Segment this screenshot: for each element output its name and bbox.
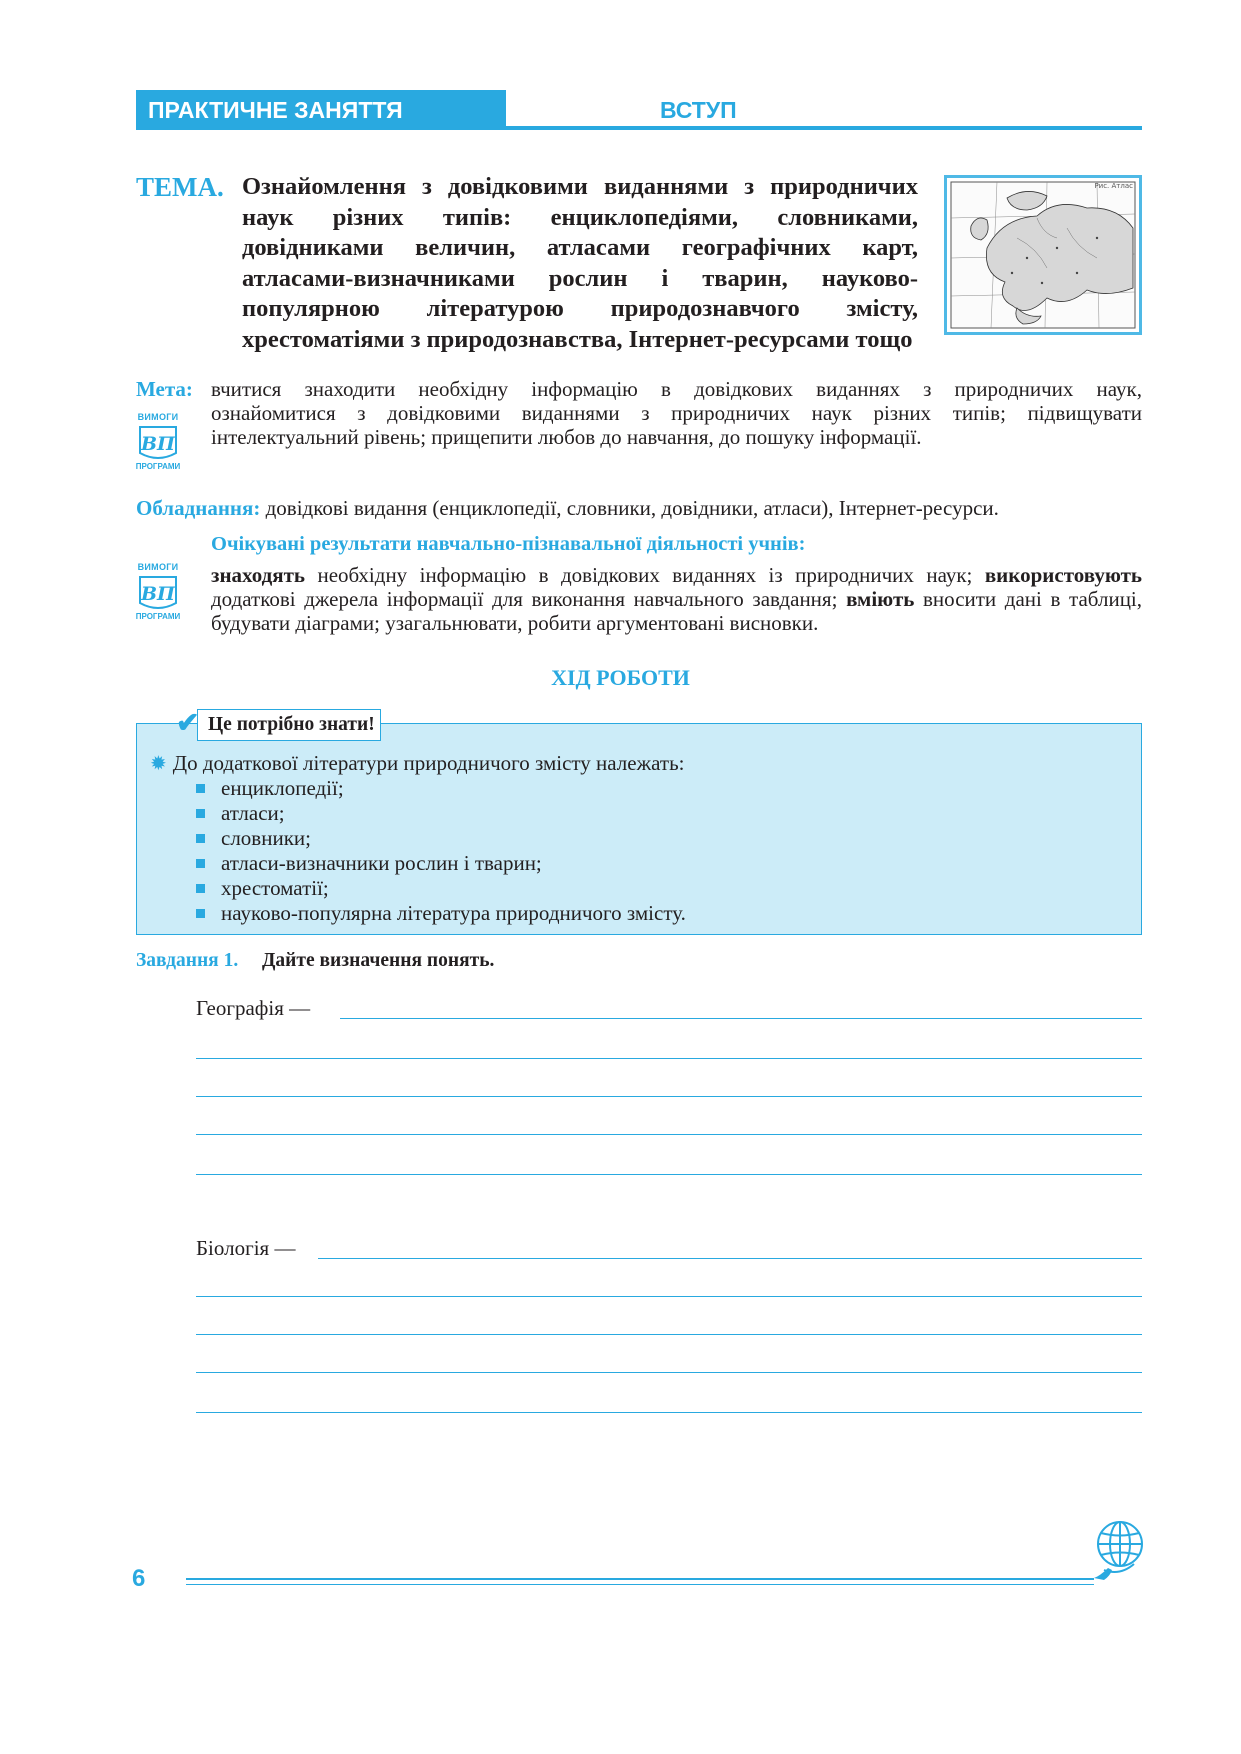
info-intro: [150, 751, 684, 776]
chapter-label: ВСТУП: [660, 97, 737, 123]
goal-line: інтелектуальний рівень; прищепити любов до навчання, до пошуку інформації.: [211, 425, 922, 449]
results-clause: додаткові джерела інформації для виконання навчального завдання;: [211, 587, 838, 611]
info-box-tab: Це потрібно знати!: [197, 709, 381, 741]
task-text: Дайте визначення понять.: [262, 950, 495, 971]
list-item-text: словники;: [221, 826, 311, 850]
page-header: [136, 90, 1142, 130]
list-item-text: атласи;: [221, 801, 285, 825]
square-bullet-icon: [196, 834, 205, 843]
header-underline: [506, 126, 1142, 130]
list-item-text: енциклопедії;: [221, 776, 344, 800]
star-bullet-icon: ✹: [150, 753, 167, 775]
answer-line[interactable]: [196, 1174, 1142, 1175]
answer-line[interactable]: [196, 1096, 1142, 1097]
list-item-text: хрестоматії;: [221, 876, 329, 900]
results-verb: вміють: [846, 587, 915, 611]
list-item: [196, 851, 686, 876]
footer-rule: [186, 1578, 1094, 1580]
map-caption: Рис. Атлас: [1094, 182, 1133, 190]
topic-label: ТЕМА.: [136, 172, 224, 202]
results-text: [211, 563, 1142, 635]
task-label: Завдання 1.: [136, 950, 239, 971]
badge-top-label: ВИМОГИ: [137, 562, 179, 572]
work-progress-title: ХІД РОБОТИ: [551, 665, 690, 690]
square-bullet-icon: [196, 909, 205, 918]
term-biology: Біологія —: [196, 1236, 296, 1260]
badge-top-label: ВИМОГИ: [137, 412, 179, 422]
results-verb: знаходять: [211, 563, 306, 587]
square-bullet-icon: [196, 859, 205, 868]
term-geography: Географія —: [196, 996, 311, 1020]
list-item-text: науково-популярна література природничого змісту.: [221, 901, 686, 925]
page-number: 6: [132, 1565, 146, 1592]
goal-text: [211, 377, 1142, 449]
list-item: [196, 876, 686, 901]
footer-rule: [186, 1584, 1094, 1585]
answer-line[interactable]: [340, 1018, 1142, 1019]
square-bullet-icon: [196, 884, 205, 893]
equipment-text: довідкові видання (енциклопедії, словники, довідники, атласи), Інтернет-ресурси.: [265, 496, 999, 520]
square-bullet-icon: [196, 809, 205, 818]
list-item-text: атласи-визначники рослин і тварин;: [221, 851, 542, 875]
program-requirements-icon: [137, 423, 179, 461]
answer-line[interactable]: [196, 1412, 1142, 1413]
results-clause: вносити дані в таблиці, будувати діаграми; узагальнювати, робити аргументовані висновки.: [211, 587, 1143, 635]
list-item: [196, 826, 686, 851]
info-intro-text: До додаткової літератури природничого змісту належать:: [172, 751, 685, 775]
topic-text: Ознайомлення з довідковими виданнями з природничих наук різних типів: енциклопедіями, словниками, довідниками величин, атласами географічних карт, атласами-визначниками рослин і тварин, науково-популярною літературою природознавчого змісту, хрестоматіями з природознавства, Інтернет-ресурсами тощо: [242, 173, 918, 353]
results-clause: необхідну інформацію в довідкових виданнях із природничих наук;: [317, 563, 973, 587]
badge-bottom-label: ПРОГРАМИ: [135, 462, 181, 471]
europe-map-image: [944, 175, 1142, 335]
checkmark-icon: ✔: [176, 708, 200, 739]
answer-line[interactable]: [196, 1058, 1142, 1059]
answer-line[interactable]: [196, 1296, 1142, 1297]
list-item: [196, 776, 686, 801]
answer-line[interactable]: [318, 1258, 1142, 1259]
square-bullet-icon: [196, 784, 205, 793]
literature-list: [196, 776, 686, 926]
badge-bottom-label: ПРОГРАМИ: [135, 612, 181, 621]
program-requirements-badge: [132, 412, 184, 480]
answer-line[interactable]: [196, 1372, 1142, 1373]
results-title: Очікувані результати навчально-пізнавальної діяльності учнів:: [211, 533, 806, 555]
equipment-line: [136, 496, 1142, 521]
goal-line: вчитися знаходити необхідну інформацію в довідкових виданнях з природничих наук,: [211, 377, 1142, 401]
map-illustration: [947, 178, 1139, 332]
results-verb: використовують: [984, 563, 1143, 587]
goal-line: ознайомитися з довідковими виданнями з природничих наук різних типів; підвищувати: [211, 401, 1142, 425]
svg-text:ВП: ВП: [140, 583, 176, 605]
answer-line[interactable]: [196, 1334, 1142, 1335]
globe-icon: [1090, 1518, 1146, 1589]
equipment-label: Обладнання:: [136, 496, 261, 520]
list-item: [196, 901, 686, 926]
program-requirements-icon: [137, 573, 179, 611]
goal-label: Мета:: [136, 377, 193, 401]
svg-text:ВП: ВП: [140, 433, 176, 455]
program-requirements-badge: [132, 562, 184, 630]
list-item: [196, 801, 686, 826]
answer-line[interactable]: [196, 1134, 1142, 1135]
section-label: ПРАКТИЧНЕ ЗАНЯТТЯ: [136, 90, 506, 130]
